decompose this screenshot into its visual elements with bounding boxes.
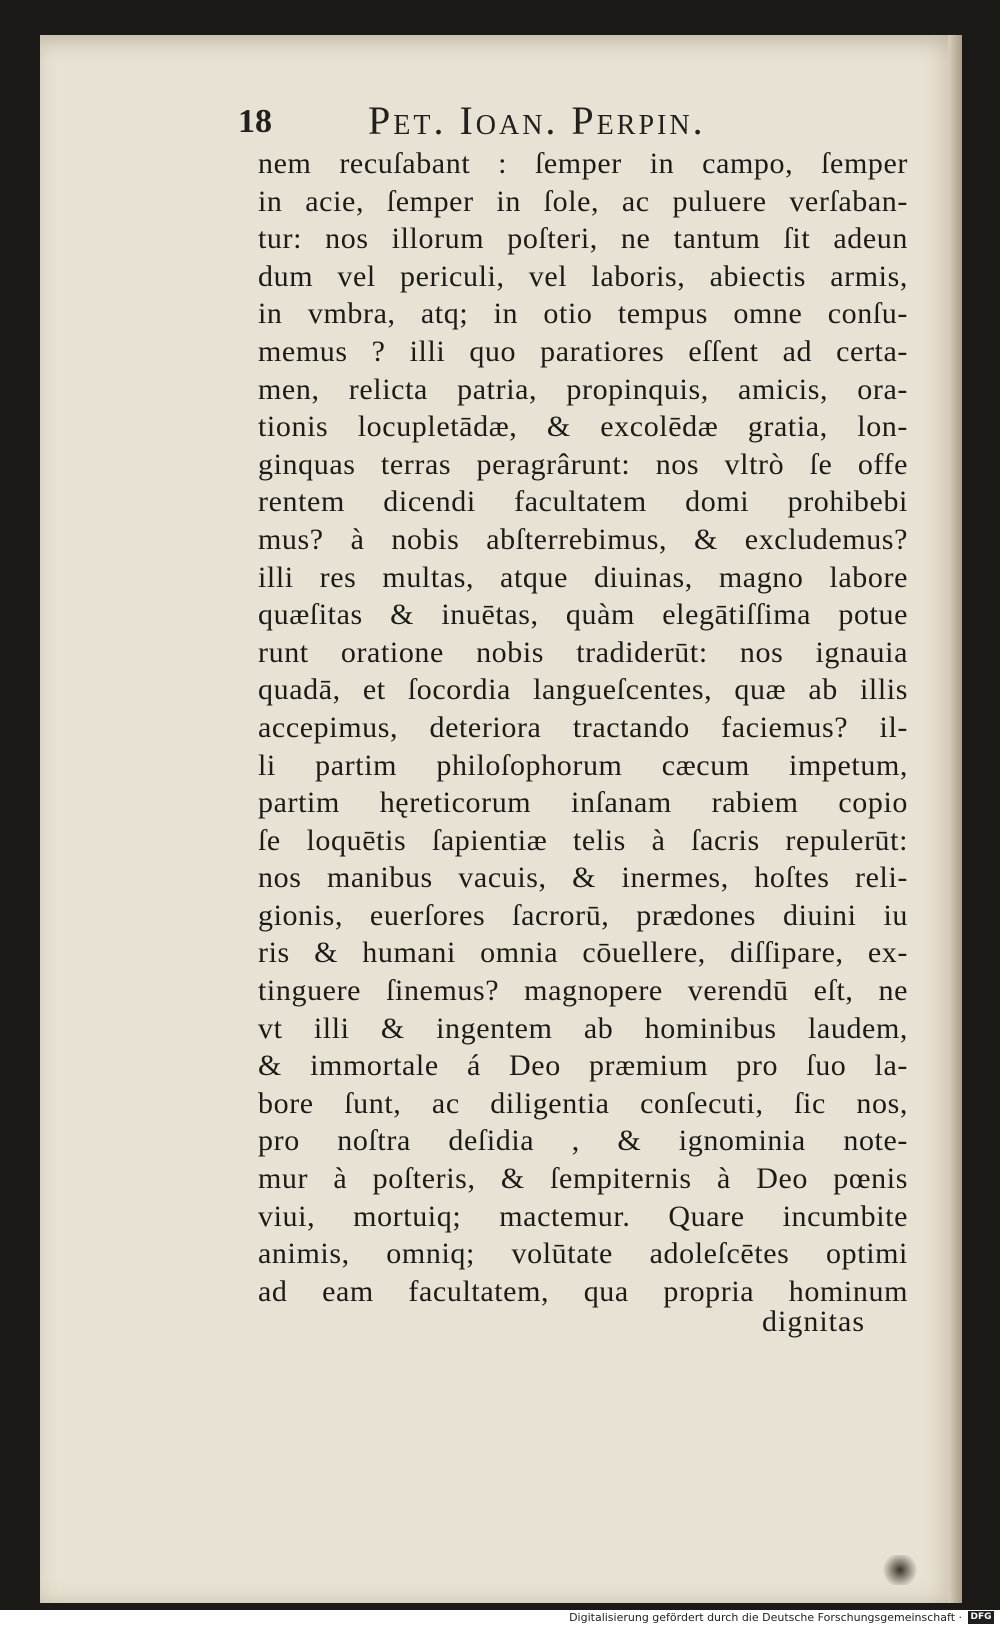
running-title: Pet. Ioan. Perpin. — [368, 98, 706, 143]
text-line: dum vel periculi, vel laboris, abiectis armis, — [258, 259, 908, 293]
text-line: & immortale á Deo præmium pro ſuo la- — [258, 1049, 908, 1083]
ink-stain — [880, 1555, 920, 1585]
text-line: quæſitas & inuētas, quàm elegātiſſima potue — [258, 598, 908, 632]
text-line: vt illi & ingentem ab hominibus laudem, — [258, 1011, 908, 1045]
footer-bar — [0, 1610, 1000, 1626]
text-line: tur: nos illorum poſteri, ne tantum ſit adeun — [258, 222, 908, 256]
book-page — [40, 35, 962, 1603]
text-line: men, relicta patria, propinquis, amicis, ora- — [258, 372, 908, 406]
text-line: tinguere ſinemus? magnopere verendū eſt, ne — [258, 974, 908, 1008]
text-line: animis, omniq; volūtate adoleſcētes optimi — [258, 1237, 908, 1271]
text-line: li partim philoſophorum cæcum impetum, — [258, 748, 908, 782]
text-line: accepimus, deteriora tractando faciemus? il- — [258, 710, 908, 744]
footer-credit: Digitalisierung gefördert durch die Deutsche Forschungsgemeinschaft · — [569, 1611, 962, 1624]
text-line: pro noſtra deſidia , & ignominia note- — [258, 1124, 908, 1158]
body-text — [258, 145, 908, 1310]
text-line: in acie, ſemper in ſole, ac puluere verſaban- — [258, 184, 908, 218]
text-line: viui, mortuiq; mactemur. Quare incumbite — [258, 1199, 908, 1233]
text-line: in vmbra, atq; in otio tempus omne conſu- — [258, 297, 908, 331]
page-edge — [948, 35, 962, 1603]
text-line: gionis, euerſores ſacrorū, prædones diuini iu — [258, 898, 908, 932]
text-line: nos manibus vacuis, & inermes, hoſtes reli- — [258, 861, 908, 895]
text-line: ris & humani omnia cōuellere, diſſipare, ex- — [258, 936, 908, 970]
text-line: rentem dicendi facultatem domi prohibebi — [258, 485, 908, 519]
text-line: ad eam facultatem, qua propria hominum — [258, 1274, 908, 1308]
text-line: mur à poſteris, & ſempiternis à Deo pœnis — [258, 1162, 908, 1196]
text-line: quadā, et ſocordia langueſcentes, quæ ab illis — [258, 673, 908, 707]
text-line: ginquas terras peragrârunt: nos vltrò ſe offe — [258, 447, 908, 481]
page-number: 18 — [238, 103, 272, 140]
text-line: tionis locupletādæ, & excolēdæ gratia, lon- — [258, 410, 908, 444]
text-line: nem recuſabant : ſemper in campo, ſemper — [258, 147, 908, 180]
running-head — [238, 97, 798, 147]
text-line: runt oratione nobis tradiderūt: nos ignauia — [258, 635, 908, 669]
text-line: illi res multas, atque diuinas, magno labore — [258, 560, 908, 594]
text-line: mus? à nobis abſterrebimus, & excludemus? — [258, 522, 908, 556]
text-line: ſe loquētis ſapientiæ telis à ſacris repulerūt: — [258, 823, 908, 857]
catchword: dignitas — [762, 1305, 865, 1338]
text-line: memus ? illi quo paratiores eſſent ad certa- — [258, 334, 908, 368]
text-line: bore ſunt, ac diligentia conſecuti, ſic nos, — [258, 1086, 908, 1120]
text-line: partim hęreticorum inſanam rabiem copio — [258, 786, 908, 820]
dfg-logo-icon: DFG — [968, 1611, 994, 1624]
